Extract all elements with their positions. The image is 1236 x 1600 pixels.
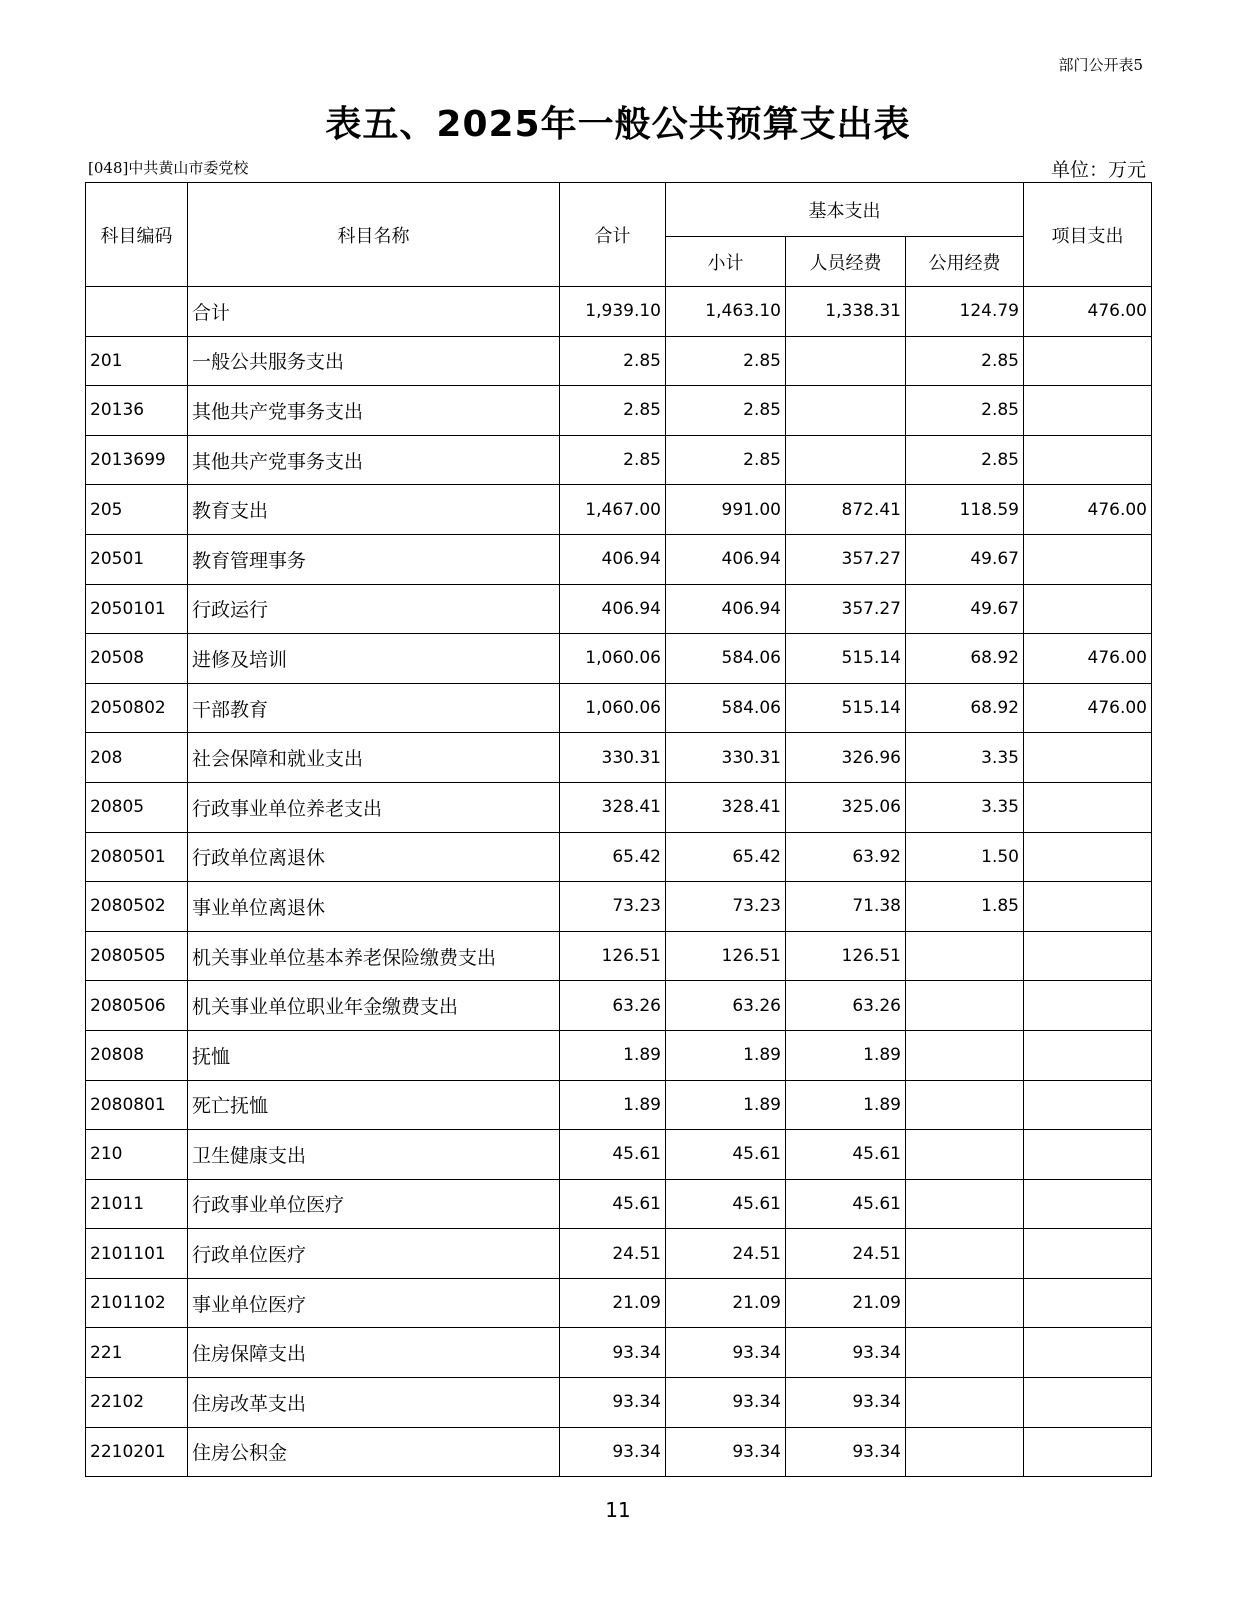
cell-name: 住房公积金 xyxy=(188,1427,560,1477)
cell-name: 抚恤 xyxy=(188,1030,560,1080)
cell-total: 1,060.06 xyxy=(560,683,666,733)
cell-subtotal: 2.85 xyxy=(666,386,786,436)
page-number: 11 xyxy=(605,1498,631,1522)
table-row xyxy=(86,386,1152,436)
table-row xyxy=(86,1328,1152,1378)
header-project: 项目支出 xyxy=(1024,183,1152,287)
table-row xyxy=(86,1080,1152,1130)
cell-subtotal: 406.94 xyxy=(666,584,786,634)
cell-code: 2080502 xyxy=(86,882,188,932)
header-public: 公用经费 xyxy=(906,237,1024,287)
cell-personnel: 71.38 xyxy=(786,882,906,932)
cell-public: 49.67 xyxy=(906,584,1024,634)
cell-project xyxy=(1024,1378,1152,1428)
cell-project: 476.00 xyxy=(1024,683,1152,733)
cell-personnel: 93.34 xyxy=(786,1427,906,1477)
page-title: 表五、2025年一般公共预算支出表 xyxy=(325,104,911,145)
cell-total: 93.34 xyxy=(560,1427,666,1477)
cell-project: 476.00 xyxy=(1024,634,1152,684)
cell-name: 教育支出 xyxy=(188,485,560,535)
cell-project xyxy=(1024,1427,1152,1477)
cell-code: 2080501 xyxy=(86,832,188,882)
cell-project xyxy=(1024,1179,1152,1229)
table-row xyxy=(86,1427,1152,1477)
cell-public xyxy=(906,1378,1024,1428)
cell-project xyxy=(1024,1030,1152,1080)
table-row xyxy=(86,287,1152,337)
cell-total: 2.85 xyxy=(560,386,666,436)
cell-public: 49.67 xyxy=(906,534,1024,584)
cell-personnel xyxy=(786,386,906,436)
cell-code: 208 xyxy=(86,733,188,783)
cell-name: 死亡抚恤 xyxy=(188,1080,560,1130)
table-row xyxy=(86,336,1152,386)
table-body xyxy=(86,287,1152,1477)
cell-name: 住房改革支出 xyxy=(188,1378,560,1428)
cell-project xyxy=(1024,534,1152,584)
table-row xyxy=(86,981,1152,1031)
cell-name: 事业单位医疗 xyxy=(188,1278,560,1328)
budget-table xyxy=(85,182,1152,1477)
cell-code: 2080801 xyxy=(86,1080,188,1130)
cell-public: 124.79 xyxy=(906,287,1024,337)
cell-public xyxy=(906,1229,1024,1279)
cell-subtotal: 93.34 xyxy=(666,1427,786,1477)
cell-subtotal: 73.23 xyxy=(666,882,786,932)
cell-code: 2080505 xyxy=(86,931,188,981)
cell-code: 2050802 xyxy=(86,683,188,733)
cell-total: 73.23 xyxy=(560,882,666,932)
cell-code: 20501 xyxy=(86,534,188,584)
table-row xyxy=(86,882,1152,932)
cell-name: 行政单位离退休 xyxy=(188,832,560,882)
cell-name: 合计 xyxy=(188,287,560,337)
cell-personnel: 1.89 xyxy=(786,1080,906,1130)
cell-total: 406.94 xyxy=(560,584,666,634)
cell-name: 干部教育 xyxy=(188,683,560,733)
cell-personnel xyxy=(786,336,906,386)
header-total: 合计 xyxy=(560,183,666,287)
cell-total: 93.34 xyxy=(560,1328,666,1378)
table-row xyxy=(86,534,1152,584)
cell-code: 20805 xyxy=(86,782,188,832)
table-row xyxy=(86,1378,1152,1428)
table-row xyxy=(86,1278,1152,1328)
table-row xyxy=(86,1179,1152,1229)
cell-project xyxy=(1024,832,1152,882)
cell-total: 1.89 xyxy=(560,1030,666,1080)
cell-name: 教育管理事务 xyxy=(188,534,560,584)
cell-subtotal: 93.34 xyxy=(666,1378,786,1428)
cell-total: 24.51 xyxy=(560,1229,666,1279)
cell-code: 21011 xyxy=(86,1179,188,1229)
table-row xyxy=(86,782,1152,832)
cell-subtotal: 1.89 xyxy=(666,1080,786,1130)
cell-project: 476.00 xyxy=(1024,287,1152,337)
cell-personnel: 326.96 xyxy=(786,733,906,783)
cell-project xyxy=(1024,584,1152,634)
table-row xyxy=(86,733,1152,783)
cell-personnel: 45.61 xyxy=(786,1179,906,1229)
cell-project xyxy=(1024,882,1152,932)
table-row xyxy=(86,931,1152,981)
cell-personnel: 21.09 xyxy=(786,1278,906,1328)
cell-project: 476.00 xyxy=(1024,485,1152,535)
cell-personnel: 63.92 xyxy=(786,832,906,882)
cell-subtotal: 584.06 xyxy=(666,683,786,733)
cell-public: 1.50 xyxy=(906,832,1024,882)
cell-total: 45.61 xyxy=(560,1179,666,1229)
unit-label: 单位：万元 xyxy=(1050,159,1146,181)
cell-name: 社会保障和就业支出 xyxy=(188,733,560,783)
cell-subtotal: 93.34 xyxy=(666,1328,786,1378)
cell-personnel: 63.26 xyxy=(786,981,906,1031)
cell-subtotal: 65.42 xyxy=(666,832,786,882)
cell-code: 22102 xyxy=(86,1378,188,1428)
cell-name: 住房保障支出 xyxy=(188,1328,560,1378)
cell-subtotal: 406.94 xyxy=(666,534,786,584)
cell-public xyxy=(906,1080,1024,1130)
cell-code: 221 xyxy=(86,1328,188,1378)
cell-personnel: 126.51 xyxy=(786,931,906,981)
header-name: 科目名称 xyxy=(188,183,560,287)
organization-label: [048]中共黄山市委党校 xyxy=(88,159,249,177)
table-row xyxy=(86,1030,1152,1080)
cell-project xyxy=(1024,435,1152,485)
table-number-note: 部门公开表5 xyxy=(1058,56,1143,74)
header-basic: 基本支出 xyxy=(666,183,1024,237)
cell-subtotal: 45.61 xyxy=(666,1179,786,1229)
cell-personnel: 357.27 xyxy=(786,534,906,584)
cell-code: 2050101 xyxy=(86,584,188,634)
cell-total: 21.09 xyxy=(560,1278,666,1328)
cell-subtotal: 21.09 xyxy=(666,1278,786,1328)
cell-public: 2.85 xyxy=(906,435,1024,485)
cell-project xyxy=(1024,981,1152,1031)
cell-public: 3.35 xyxy=(906,782,1024,832)
cell-name: 行政单位医疗 xyxy=(188,1229,560,1279)
table-row xyxy=(86,584,1152,634)
cell-public xyxy=(906,1030,1024,1080)
cell-subtotal: 584.06 xyxy=(666,634,786,684)
table-row xyxy=(86,832,1152,882)
cell-subtotal: 45.61 xyxy=(666,1130,786,1180)
cell-code: 20508 xyxy=(86,634,188,684)
cell-project xyxy=(1024,1080,1152,1130)
cell-total: 406.94 xyxy=(560,534,666,584)
cell-personnel: 325.06 xyxy=(786,782,906,832)
cell-code: 2101102 xyxy=(86,1278,188,1328)
table-row xyxy=(86,485,1152,535)
cell-public xyxy=(906,1130,1024,1180)
cell-project xyxy=(1024,733,1152,783)
cell-code: 2101101 xyxy=(86,1229,188,1279)
cell-public xyxy=(906,981,1024,1031)
cell-total: 1,060.06 xyxy=(560,634,666,684)
cell-project xyxy=(1024,386,1152,436)
cell-public xyxy=(906,1328,1024,1378)
cell-code: 210 xyxy=(86,1130,188,1180)
cell-project xyxy=(1024,1278,1152,1328)
table-row xyxy=(86,634,1152,684)
cell-subtotal: 328.41 xyxy=(666,782,786,832)
cell-total: 65.42 xyxy=(560,832,666,882)
cell-project xyxy=(1024,931,1152,981)
cell-total: 63.26 xyxy=(560,981,666,1031)
cell-public: 2.85 xyxy=(906,386,1024,436)
cell-total: 1,939.10 xyxy=(560,287,666,337)
cell-project xyxy=(1024,782,1152,832)
cell-code: 2210201 xyxy=(86,1427,188,1477)
cell-project xyxy=(1024,1229,1152,1279)
table-row xyxy=(86,683,1152,733)
cell-project xyxy=(1024,336,1152,386)
cell-total: 1.89 xyxy=(560,1080,666,1130)
cell-total: 126.51 xyxy=(560,931,666,981)
cell-total: 45.61 xyxy=(560,1130,666,1180)
cell-public xyxy=(906,1427,1024,1477)
table-row xyxy=(86,1229,1152,1279)
cell-total: 330.31 xyxy=(560,733,666,783)
cell-subtotal: 330.31 xyxy=(666,733,786,783)
cell-name: 行政运行 xyxy=(188,584,560,634)
cell-code: 20136 xyxy=(86,386,188,436)
table-row xyxy=(86,1130,1152,1180)
cell-subtotal: 24.51 xyxy=(666,1229,786,1279)
cell-personnel: 45.61 xyxy=(786,1130,906,1180)
cell-total: 328.41 xyxy=(560,782,666,832)
cell-public: 118.59 xyxy=(906,485,1024,535)
cell-subtotal: 2.85 xyxy=(666,336,786,386)
header-code: 科目编码 xyxy=(86,183,188,287)
cell-code: 2013699 xyxy=(86,435,188,485)
cell-personnel: 357.27 xyxy=(786,584,906,634)
cell-personnel: 1.89 xyxy=(786,1030,906,1080)
cell-personnel: 872.41 xyxy=(786,485,906,535)
cell-personnel xyxy=(786,435,906,485)
cell-personnel: 93.34 xyxy=(786,1328,906,1378)
cell-name: 机关事业单位职业年金缴费支出 xyxy=(188,981,560,1031)
cell-personnel: 93.34 xyxy=(786,1378,906,1428)
cell-total: 93.34 xyxy=(560,1378,666,1428)
cell-subtotal: 1,463.10 xyxy=(666,287,786,337)
cell-name: 进修及培训 xyxy=(188,634,560,684)
cell-subtotal: 991.00 xyxy=(666,485,786,535)
cell-personnel: 1,338.31 xyxy=(786,287,906,337)
header-personnel: 人员经费 xyxy=(786,237,906,287)
cell-total: 2.85 xyxy=(560,435,666,485)
cell-subtotal: 63.26 xyxy=(666,981,786,1031)
cell-subtotal: 2.85 xyxy=(666,435,786,485)
cell-public: 68.92 xyxy=(906,683,1024,733)
cell-subtotal: 1.89 xyxy=(666,1030,786,1080)
cell-code: 20808 xyxy=(86,1030,188,1080)
cell-personnel: 515.14 xyxy=(786,634,906,684)
cell-name: 卫生健康支出 xyxy=(188,1130,560,1180)
cell-public xyxy=(906,1278,1024,1328)
cell-code: 205 xyxy=(86,485,188,535)
cell-public: 68.92 xyxy=(906,634,1024,684)
cell-total: 1,467.00 xyxy=(560,485,666,535)
cell-project xyxy=(1024,1130,1152,1180)
cell-public: 1.85 xyxy=(906,882,1024,932)
cell-subtotal: 126.51 xyxy=(666,931,786,981)
cell-personnel: 24.51 xyxy=(786,1229,906,1279)
cell-public xyxy=(906,931,1024,981)
cell-public xyxy=(906,1179,1024,1229)
cell-code xyxy=(86,287,188,337)
cell-name: 行政事业单位医疗 xyxy=(188,1179,560,1229)
cell-name: 其他共产党事务支出 xyxy=(188,435,560,485)
cell-code: 2080506 xyxy=(86,981,188,1031)
table-row xyxy=(86,435,1152,485)
cell-name: 事业单位离退休 xyxy=(188,882,560,932)
cell-project xyxy=(1024,1328,1152,1378)
cell-name: 机关事业单位基本养老保险缴费支出 xyxy=(188,931,560,981)
cell-name: 一般公共服务支出 xyxy=(188,336,560,386)
cell-personnel: 515.14 xyxy=(786,683,906,733)
cell-code: 201 xyxy=(86,336,188,386)
cell-name: 行政事业单位养老支出 xyxy=(188,782,560,832)
cell-public: 3.35 xyxy=(906,733,1024,783)
cell-name: 其他共产党事务支出 xyxy=(188,386,560,436)
cell-public: 2.85 xyxy=(906,336,1024,386)
header-subtotal: 小计 xyxy=(666,237,786,287)
cell-total: 2.85 xyxy=(560,336,666,386)
